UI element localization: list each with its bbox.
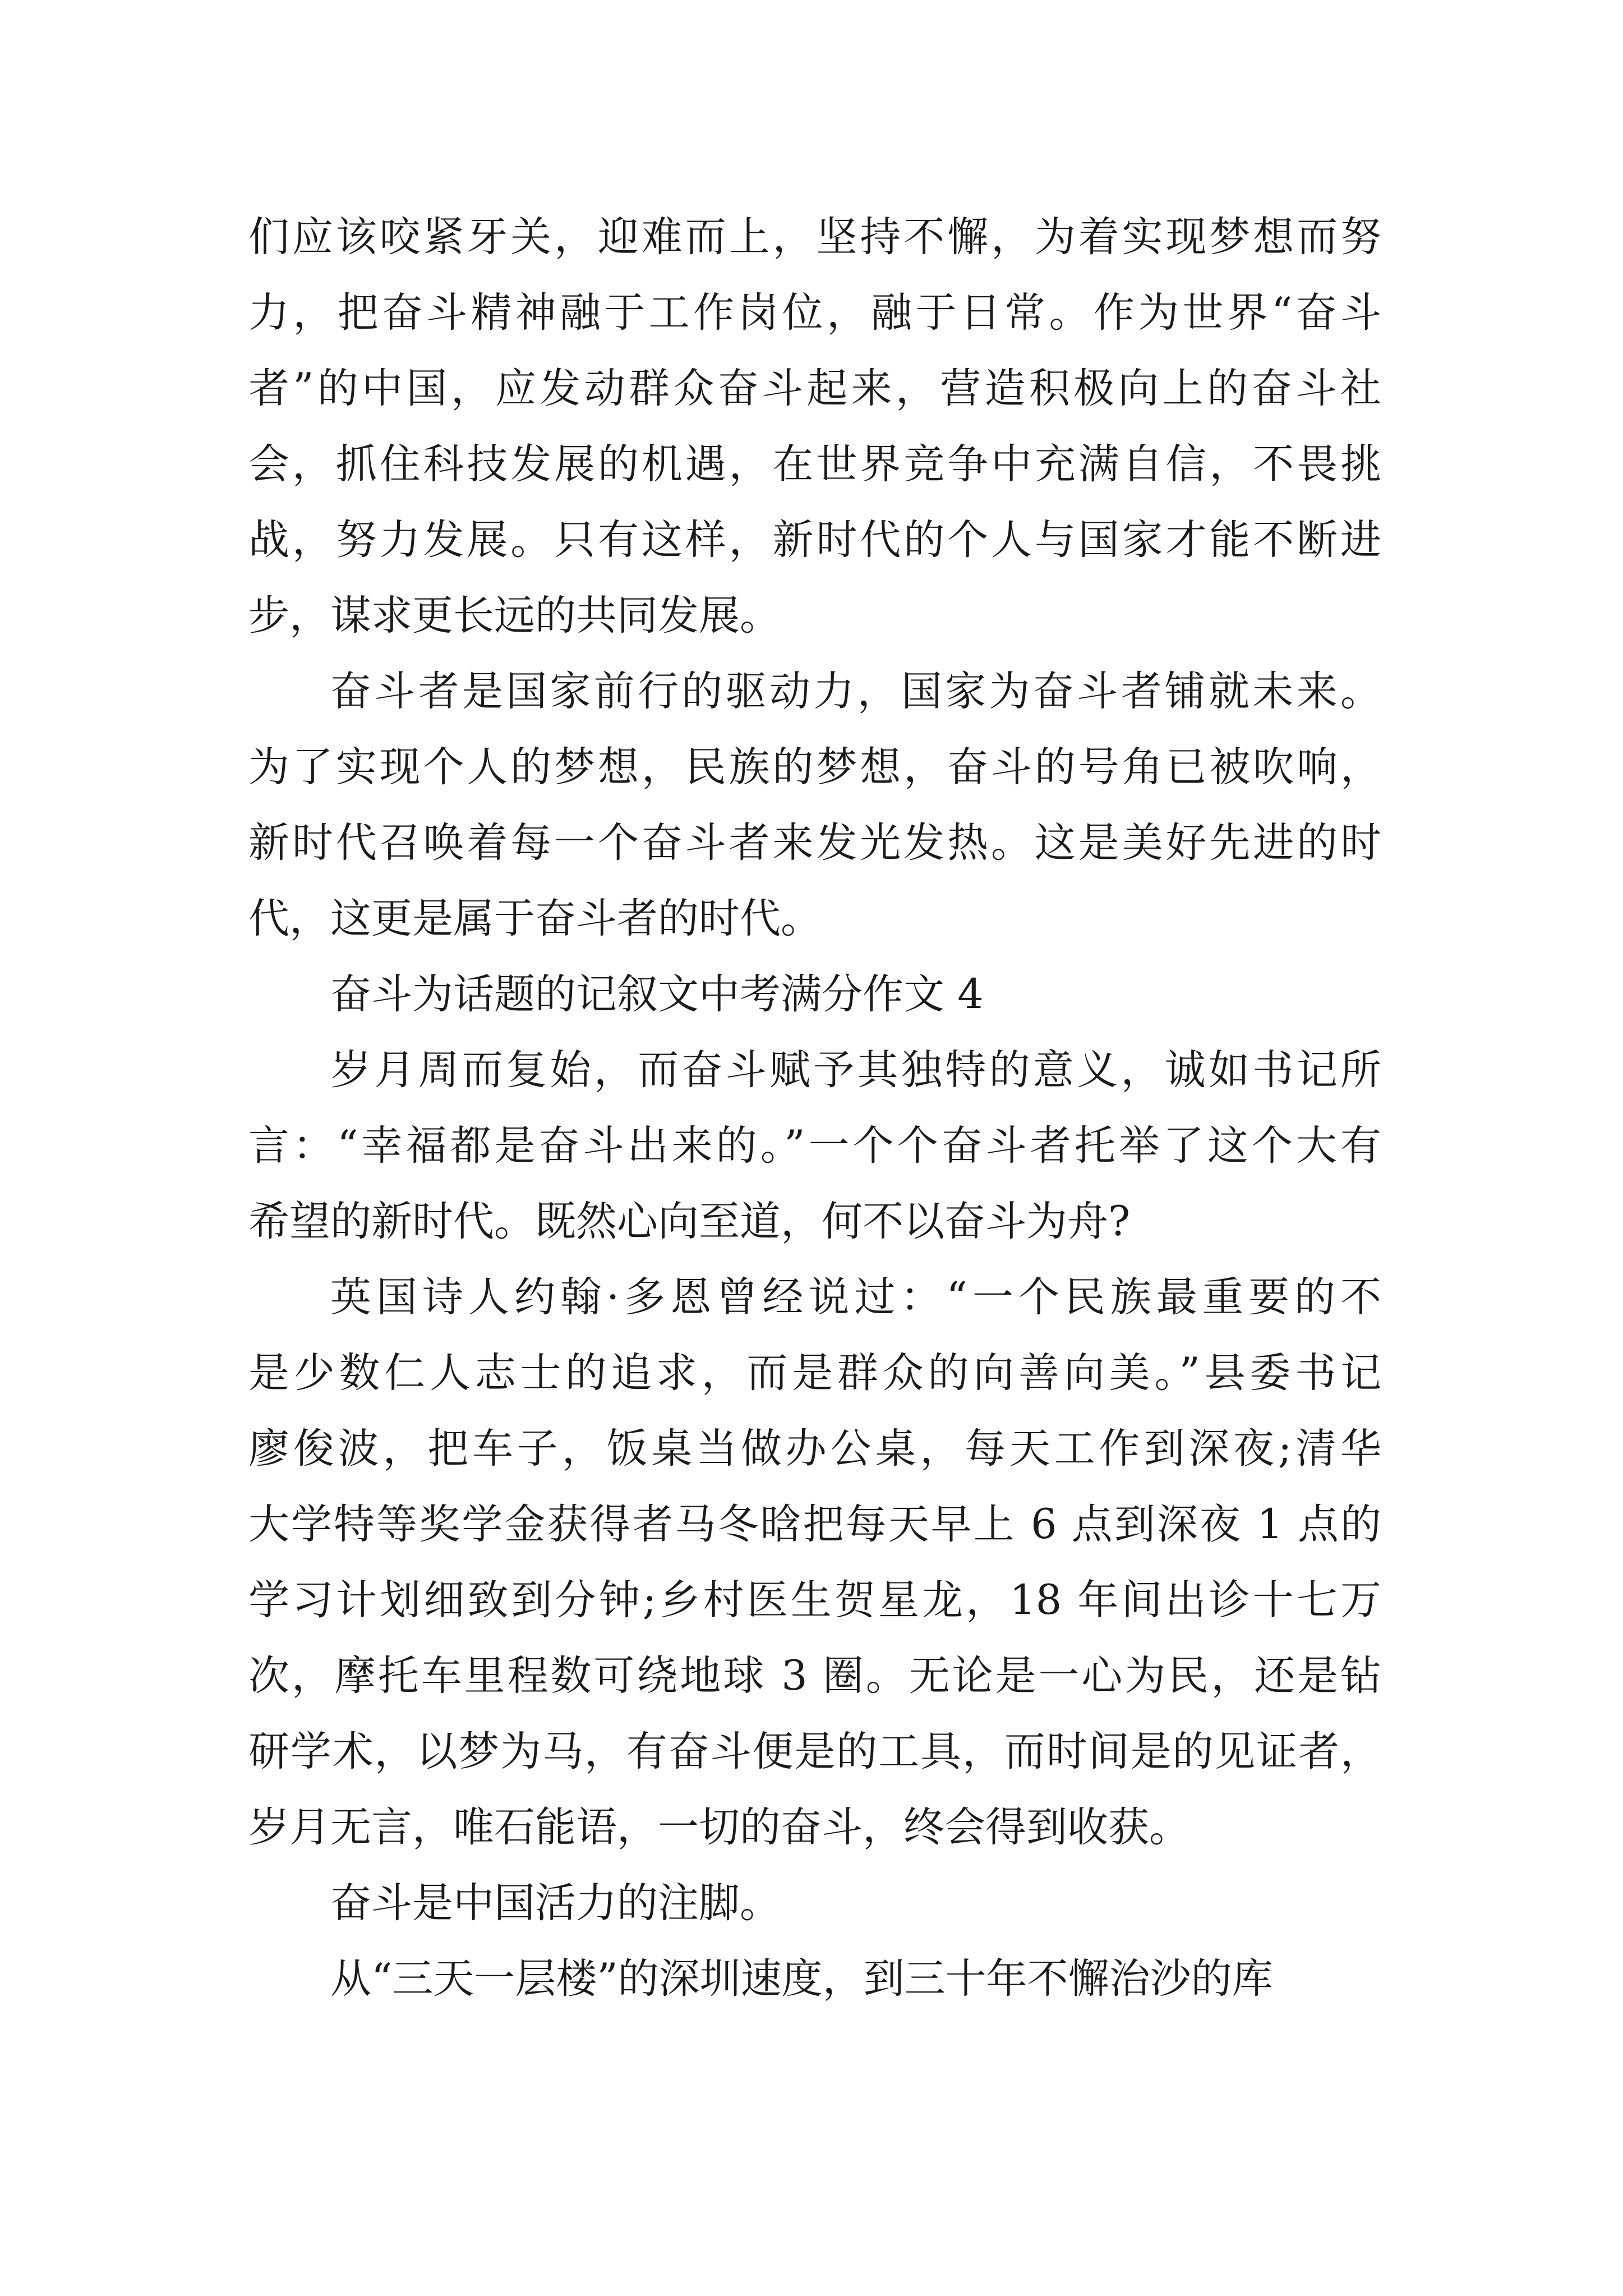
text-line: 步，谋求更长远的共同发展。	[248, 592, 781, 639]
paragraph	[248, 1032, 1381, 1259]
paragraph	[248, 956, 1381, 1032]
text-line: 是少数仁人志士的追求，而是群众的向善向美。”县委书记	[248, 1349, 1381, 1397]
text-line: 从“三天一层楼”的深圳速度，到三十年不懈治沙的库	[330, 1955, 1273, 2003]
text-line: 岁月周而复始，而奋斗赋予其独特的意义，诚如书记所	[330, 1046, 1381, 1094]
text-line: 代，这更是属于奋斗者的时代。	[248, 895, 822, 942]
text-line: 学习计划细致到分钟;乡村医生贺星龙，18 年间出诊十七万	[248, 1576, 1381, 1624]
text-line: 英国诗人约翰·多恩曾经说过：“一个民族最重要的不	[330, 1273, 1381, 1321]
paragraph	[248, 1865, 1381, 1941]
text-line: 希望的新时代。既然心向至道，何不以奋斗为舟?	[248, 1198, 1131, 1245]
text-line: 为了实现个人的梦想，民族的梦想，奋斗的号角已被吹响，	[248, 743, 1381, 791]
text-line: 战，努力发展。只有这样，新时代的个人与国家才能不断进	[248, 516, 1381, 564]
text-line: 者”的中国，应发动群众奋斗起来，营造积极向上的奋斗社	[248, 365, 1381, 412]
paragraph	[248, 654, 1381, 956]
text-line: 研学术，以梦为马，有奋斗便是的工具，而时间是的见证者，	[248, 1728, 1381, 1775]
paragraph	[248, 1259, 1381, 1865]
text-line: 奋斗者是国家前行的驱动力，国家为奋斗者铺就未来。	[330, 668, 1381, 715]
text-line: 会，抓住科技发展的机遇，在世界竞争中充满自信，不畏挑	[248, 440, 1381, 488]
text-line: 力，把奋斗精神融于工作岗位，融于日常。作为世界“奋斗	[248, 289, 1381, 337]
text-line: 廖俊波，把车子，饭桌当做办公桌，每天工作到深夜;清华	[248, 1425, 1381, 1473]
paragraph	[248, 1941, 1381, 2017]
text-line: 言：“幸福都是奋斗出来的。”一个个奋斗者托举了这个大有	[248, 1122, 1381, 1170]
document-body	[248, 199, 1381, 2017]
text-line: 大学特等奖学金获得者马冬晗把每天早上 6 点到深夜 1 点的	[248, 1501, 1381, 1548]
text-line: 奋斗为话题的记叙文中考满分作文 4	[330, 970, 984, 1018]
text-line: 奋斗是中国活力的注脚。	[330, 1879, 781, 1927]
text-line: 岁月无言，唯石能语，一切的奋斗，终会得到收获。	[248, 1803, 1190, 1851]
text-line: 次，摩托车里程数可绕地球 3 圈。无论是一心为民，还是钻	[248, 1652, 1381, 1700]
paragraph	[248, 199, 1381, 654]
text-line: 新时代召唤着每一个奋斗者来发光发热。这是美好先进的时	[248, 819, 1381, 867]
text-line: 们应该咬紧牙关，迎难而上，坚持不懈，为着实现梦想而努	[248, 213, 1381, 261]
